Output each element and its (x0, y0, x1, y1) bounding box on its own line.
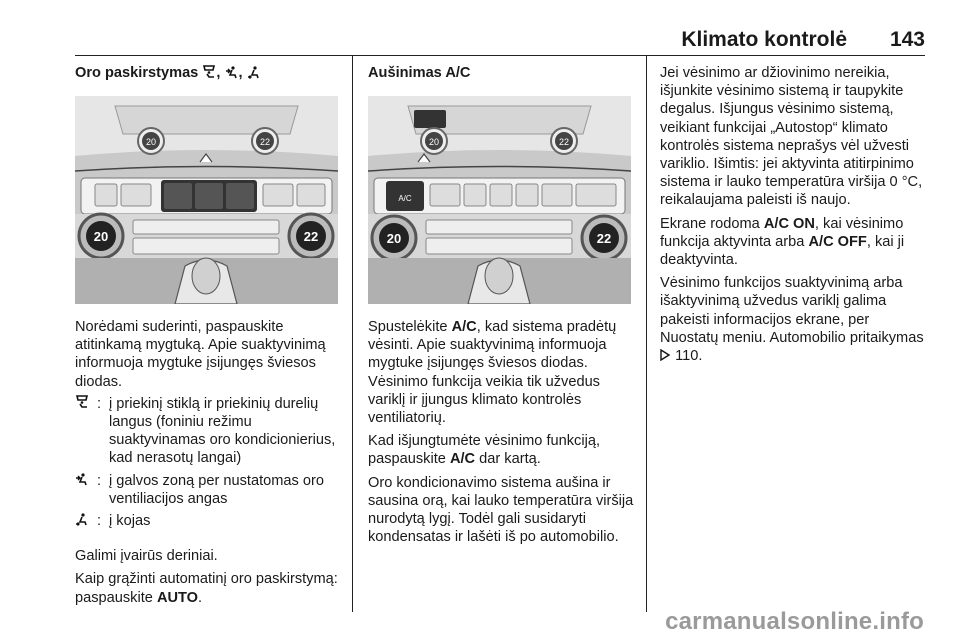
svg-text:20: 20 (428, 137, 440, 147)
watermark: carmanualsonline.info (665, 608, 924, 635)
windshield-footwell-airflow-icon (75, 395, 89, 409)
climate-panel-figure-ac (368, 96, 631, 304)
head-airflow-icon (75, 472, 89, 486)
windshield-footwell-airflow-icon (202, 65, 216, 79)
head-airflow-icon (225, 65, 239, 79)
page-reference-arrow-icon (660, 349, 671, 361)
column-left (75, 64, 347, 607)
footwell-airflow-icon (247, 65, 261, 79)
column-divider (352, 56, 353, 612)
svg-text:22: 22 (558, 137, 570, 147)
air-distribution-buttons (164, 183, 254, 209)
ac-paragraph-1: Spustelėkite A/C, kad sistema pradėtų vėsinti. Apie suaktyvinimą informuoja mygtuke įsijungęs šviesos diodas. Vėsinimo funkcija veikia tik užvedus variklį ir įjungus klimato kontrolės ventiliatorių. (368, 319, 617, 427)
right-paragraph-1: Jei vėsinimo ar džiovinimo nereikia, išjunkite vėsinimo sistemą ir taupykite degalus. Išjungus vėsinimo sistemą, veikiant funkcijai „Autostop“ klimato kontrolės sistema neprašys vėl užvesti variklio. Išimtis: jei aktyvinta atitirpinimo sistema ir lauko temperatūra viršija 0 °C, reikalaujama paleisti iš naujo. (660, 65, 923, 209)
column-middle (368, 64, 636, 546)
lower-dial-left (372, 216, 416, 260)
auto-paragraph: Kaip grąžinti automatinį oro paskirstymą: paspauskite AUTO. (75, 571, 338, 606)
page-number: 143 (889, 28, 925, 51)
section-heading-air-distribution: Oro paskirstymas , , (75, 64, 347, 86)
right-paragraph-2: Ekrane rodoma A/C ON, kai vėsinimo funkcija aktyvinta arba A/C OFF, kai ji deaktyvinta. (660, 215, 905, 269)
svg-text:22: 22 (596, 231, 612, 246)
page-reference[interactable]: 110. (675, 348, 703, 365)
section-heading-ac-cooling: Aušinimas A/C (368, 65, 471, 81)
footwell-airflow-icon (75, 512, 89, 526)
ac-button (386, 181, 424, 211)
lower-dial-right (582, 216, 626, 260)
column-right (660, 64, 928, 365)
column-divider (646, 56, 647, 612)
upper-dial-right (551, 128, 577, 154)
intro-paragraph: Norėdami suderinti, paspauskite atitinkamą mygtuką. Apie suaktyvinimą informuoja mygtuke įsijungęs šviesos diodas. (75, 319, 326, 390)
climate-panel-figure-air-distribution (75, 96, 338, 304)
svg-text:22: 22 (303, 229, 319, 244)
upper-dial-left (138, 128, 164, 154)
ac-paragraph-3: Oro kondicionavimo sistema aušina ir sausina orą, kai lauko temperatūra viršija nurodytą lygį. Todėl gali susidaryti kondensatas ir lašėti iš po automobilio. (368, 474, 634, 546)
page-header (75, 26, 925, 56)
combinations-paragraph: Galimi įvairūs deriniai. (75, 548, 218, 565)
svg-text:20: 20 (386, 231, 402, 246)
svg-text:20: 20 (145, 137, 157, 147)
lower-dial-left (79, 214, 123, 258)
lower-dial-right (289, 214, 333, 258)
ac-paragraph-2: Kad išjungtumėte vėsinimo funkciją, paspauskite A/C dar kartą. (368, 433, 600, 468)
svg-text:20: 20 (93, 229, 109, 244)
upper-dial-left (421, 128, 447, 154)
definition-footwell: : į kojas (75, 512, 347, 531)
definition-windshield: : į priekinį stiklą ir priekinių durelių langus (foniniu režimu suaktyvinamas oro kondicionierius, kad nerasotų langai) (75, 395, 347, 468)
right-paragraph-3: Vėsinimo funkcijos suaktyvinimą arba išaktyvinimą užvedus variklį galima pakeisti informacijos ekrane, per Nuostatų meniu. Automobilio pritaikymas 110. (660, 275, 924, 365)
svg-text:A/C: A/C (398, 194, 412, 203)
upper-dial-right (252, 128, 278, 154)
page-title: Klimato kontrolė (681, 28, 847, 51)
svg-text:22: 22 (259, 137, 271, 147)
definition-head: : į galvos zoną per nustatomas oro ventiliacijos angas (75, 472, 347, 508)
